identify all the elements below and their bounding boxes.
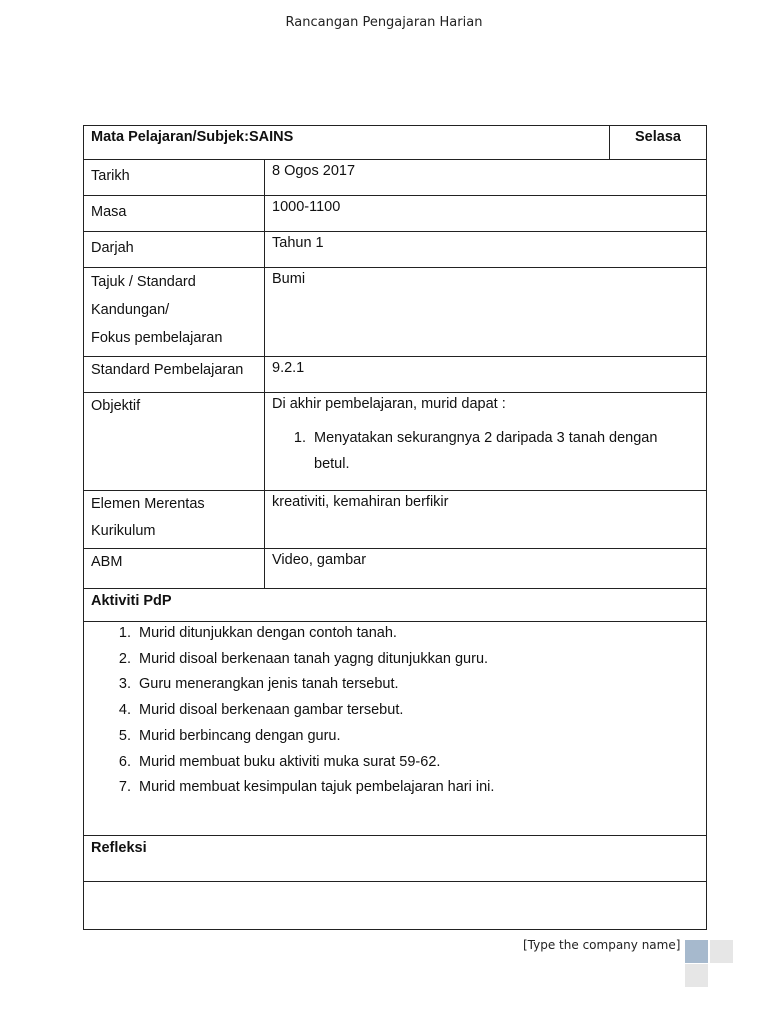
list-item: 3. Guru menerangkan jenis tanah tersebut. — [135, 672, 696, 698]
standard-value: 9.2.1 — [272, 360, 305, 376]
tajuk-label — [84, 268, 265, 356]
darjah-row — [84, 232, 706, 268]
tajuk-row — [84, 268, 706, 357]
tajuk-label-line-3: Fokus pembelajaran — [91, 330, 223, 346]
objektif-list — [265, 425, 686, 477]
lesson-plan-table — [83, 125, 707, 930]
refleksi-title: Refleksi — [91, 840, 147, 856]
elemen-label-line-1: Elemen Merentas — [91, 496, 205, 512]
footer-corner-block-light — [710, 940, 733, 963]
elemen-value: kreativiti, kemahiran berfikir — [272, 494, 449, 510]
list-item: 6. Murid membuat buku aktiviti muka surat 59-62. — [135, 750, 696, 776]
list-item: 1. Murid ditunjukkan dengan contoh tanah. — [135, 621, 696, 647]
footer-corner-block-light-bottom — [685, 964, 708, 987]
masa-label: Masa — [84, 196, 265, 231]
subject-cell: Mata Pelajaran/Subjek:SAINS — [84, 126, 610, 159]
abm-label: ABM — [84, 549, 265, 588]
list-item: 1. Menyatakan sekurangnya 2 daripada 3 tanah dengan betul. — [310, 425, 686, 477]
refleksi-title-row — [84, 836, 706, 882]
elemen-label — [84, 491, 265, 548]
masa-row — [84, 196, 706, 232]
objektif-label: Objektif — [84, 393, 265, 490]
subject-row — [84, 126, 706, 160]
objektif-value — [265, 393, 706, 490]
abm-row — [84, 549, 706, 589]
abm-value: Video, gambar — [272, 552, 367, 568]
objektif-row — [84, 393, 706, 491]
day-cell: Selasa — [635, 129, 681, 145]
darjah-value: Tahun 1 — [272, 235, 324, 251]
aktiviti-list-row — [84, 622, 706, 836]
footer-company-name: [Type the company name] — [523, 938, 681, 952]
footer-corner-block-dark — [685, 940, 708, 963]
aktiviti-list — [84, 621, 696, 801]
darjah-label: Darjah — [84, 232, 265, 267]
list-item: 4. Murid disoal berkenaan gambar tersebut. — [135, 698, 696, 724]
tajuk-value: Bumi — [272, 271, 306, 287]
aktiviti-title-row — [84, 589, 706, 622]
standard-row — [84, 357, 706, 393]
elemen-label-line-2: Kurikulum — [91, 523, 156, 539]
elemen-row — [84, 491, 706, 549]
list-item: 7. Murid membuat kesimpulan tajuk pembelajaran hari ini. — [135, 775, 696, 801]
objektif-intro: Di akhir pembelajaran, murid dapat : — [272, 396, 506, 412]
standard-label: Standard Pembelajaran — [84, 357, 265, 392]
tarikh-row — [84, 160, 706, 196]
tarikh-value: 8 Ogos 2017 — [272, 163, 356, 179]
masa-value: 1000-1100 — [272, 199, 341, 215]
tarikh-label: Tarikh — [84, 160, 265, 195]
tajuk-label-line-1: Tajuk / Standard — [91, 274, 196, 290]
refleksi-content-row — [84, 882, 706, 929]
aktiviti-title: Aktiviti PdP — [91, 593, 172, 609]
list-item: 2. Murid disoal berkenaan tanah yagng ditunjukkan guru. — [135, 647, 696, 673]
tajuk-label-line-2: Kandungan/ — [91, 302, 170, 318]
list-item: 5. Murid berbincang dengan guru. — [135, 724, 696, 750]
page-header-title: Rancangan Pengajaran Harian — [285, 15, 483, 30]
